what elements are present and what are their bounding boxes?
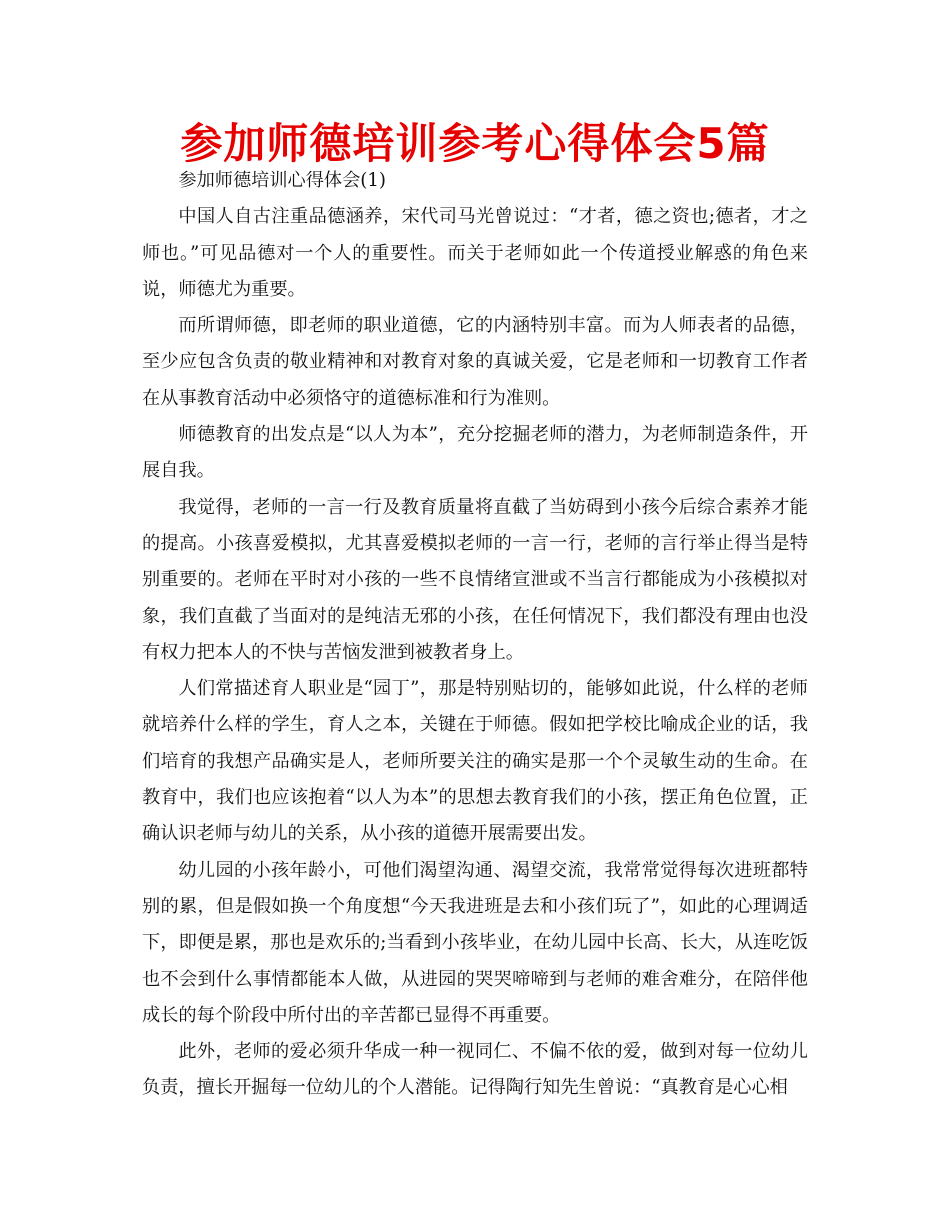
paragraph: 此外，老师的爱必须升华成一种一视同仁、不偏不依的爱，做到对每一位幼儿负责，擅长开掘每一位幼儿的个人潜能。记得陶行知先生曾说：“真教育是心心相 — [142, 1041, 808, 1099]
document-body — [142, 163, 808, 1107]
paragraph: 而所谓师德，即老师的职业道德，它的内涵特别丰富。而为人师表者的品德，至少应包含负责的敬业精神和对教育对象的真诚关爱，它是老师和一切教育工作者在从事教育活动中必须恪守的道德标准和行为准则。 — [142, 315, 808, 409]
paragraph: 幼儿园的小孩年龄小，可他们渴望沟通、渴望交流，我常常觉得每次进班都特别的累，但是假如换一个角度想“今天我进班是去和小孩们玩了”，如此的心理调适下，即便是累，那也是欢乐的;当看到小孩毕业，在幼儿园中长高、长大，从连吃饭也不会到什么事情都能本人做，从进园的哭哭啼啼到与老师的难舍难分，在陪伴他成长的每个阶段中所付出的辛苦都已显得不再重要。 — [142, 859, 808, 1026]
document-title: 参加师德培训参考心得体会5篇 — [180, 119, 770, 168]
section-heading: 参加师德培训心得体会(1) — [178, 170, 387, 191]
paragraph: 我觉得，老师的一言一行及教育质量将直截了当妨碍到小孩今后综合素养才能的提高。小孩喜爱模拟，尤其喜爱模拟老师的一言一行，老师的言行举止得当是特别重要的。老师在平时对小孩的一些不良情绪宣泄或不当言行都能成为小孩模拟对象，我们直截了当面对的是纯洁无邪的小孩，在任何情况下，我们都没有理由也没有权力把本人的不快与苦恼发泄到被教者身上。 — [142, 496, 808, 663]
paragraph: 人们常描述育人职业是“园丁”，那是特别贴切的，能够如此说，什么样的老师就培养什么样的学生，育人之本，关键在于师德。假如把学校比喻成企业的话，我们培育的我想产品确实是人，老师所要关注的确实是那一个个灵敏生动的生命。在教育中，我们也应该抱着“以人为本”的思想去教育我们的小孩，摆正角色位置，正确认识老师与幼儿的关系，从小孩的道德开展需要出发。 — [142, 678, 808, 845]
paragraph: 师德教育的出发点是“以人为本”，充分挖掘老师的潜力，为老师制造条件，开展自我。 — [142, 424, 808, 482]
paragraph: 中国人自古注重品德涵养，宋代司马光曾说过：“才者，德之资也;德者，才之师也。”可见品德对一个人的重要性。而关于老师如此一个传道授业解惑的角色来说，师德尤为重要。 — [142, 206, 808, 300]
